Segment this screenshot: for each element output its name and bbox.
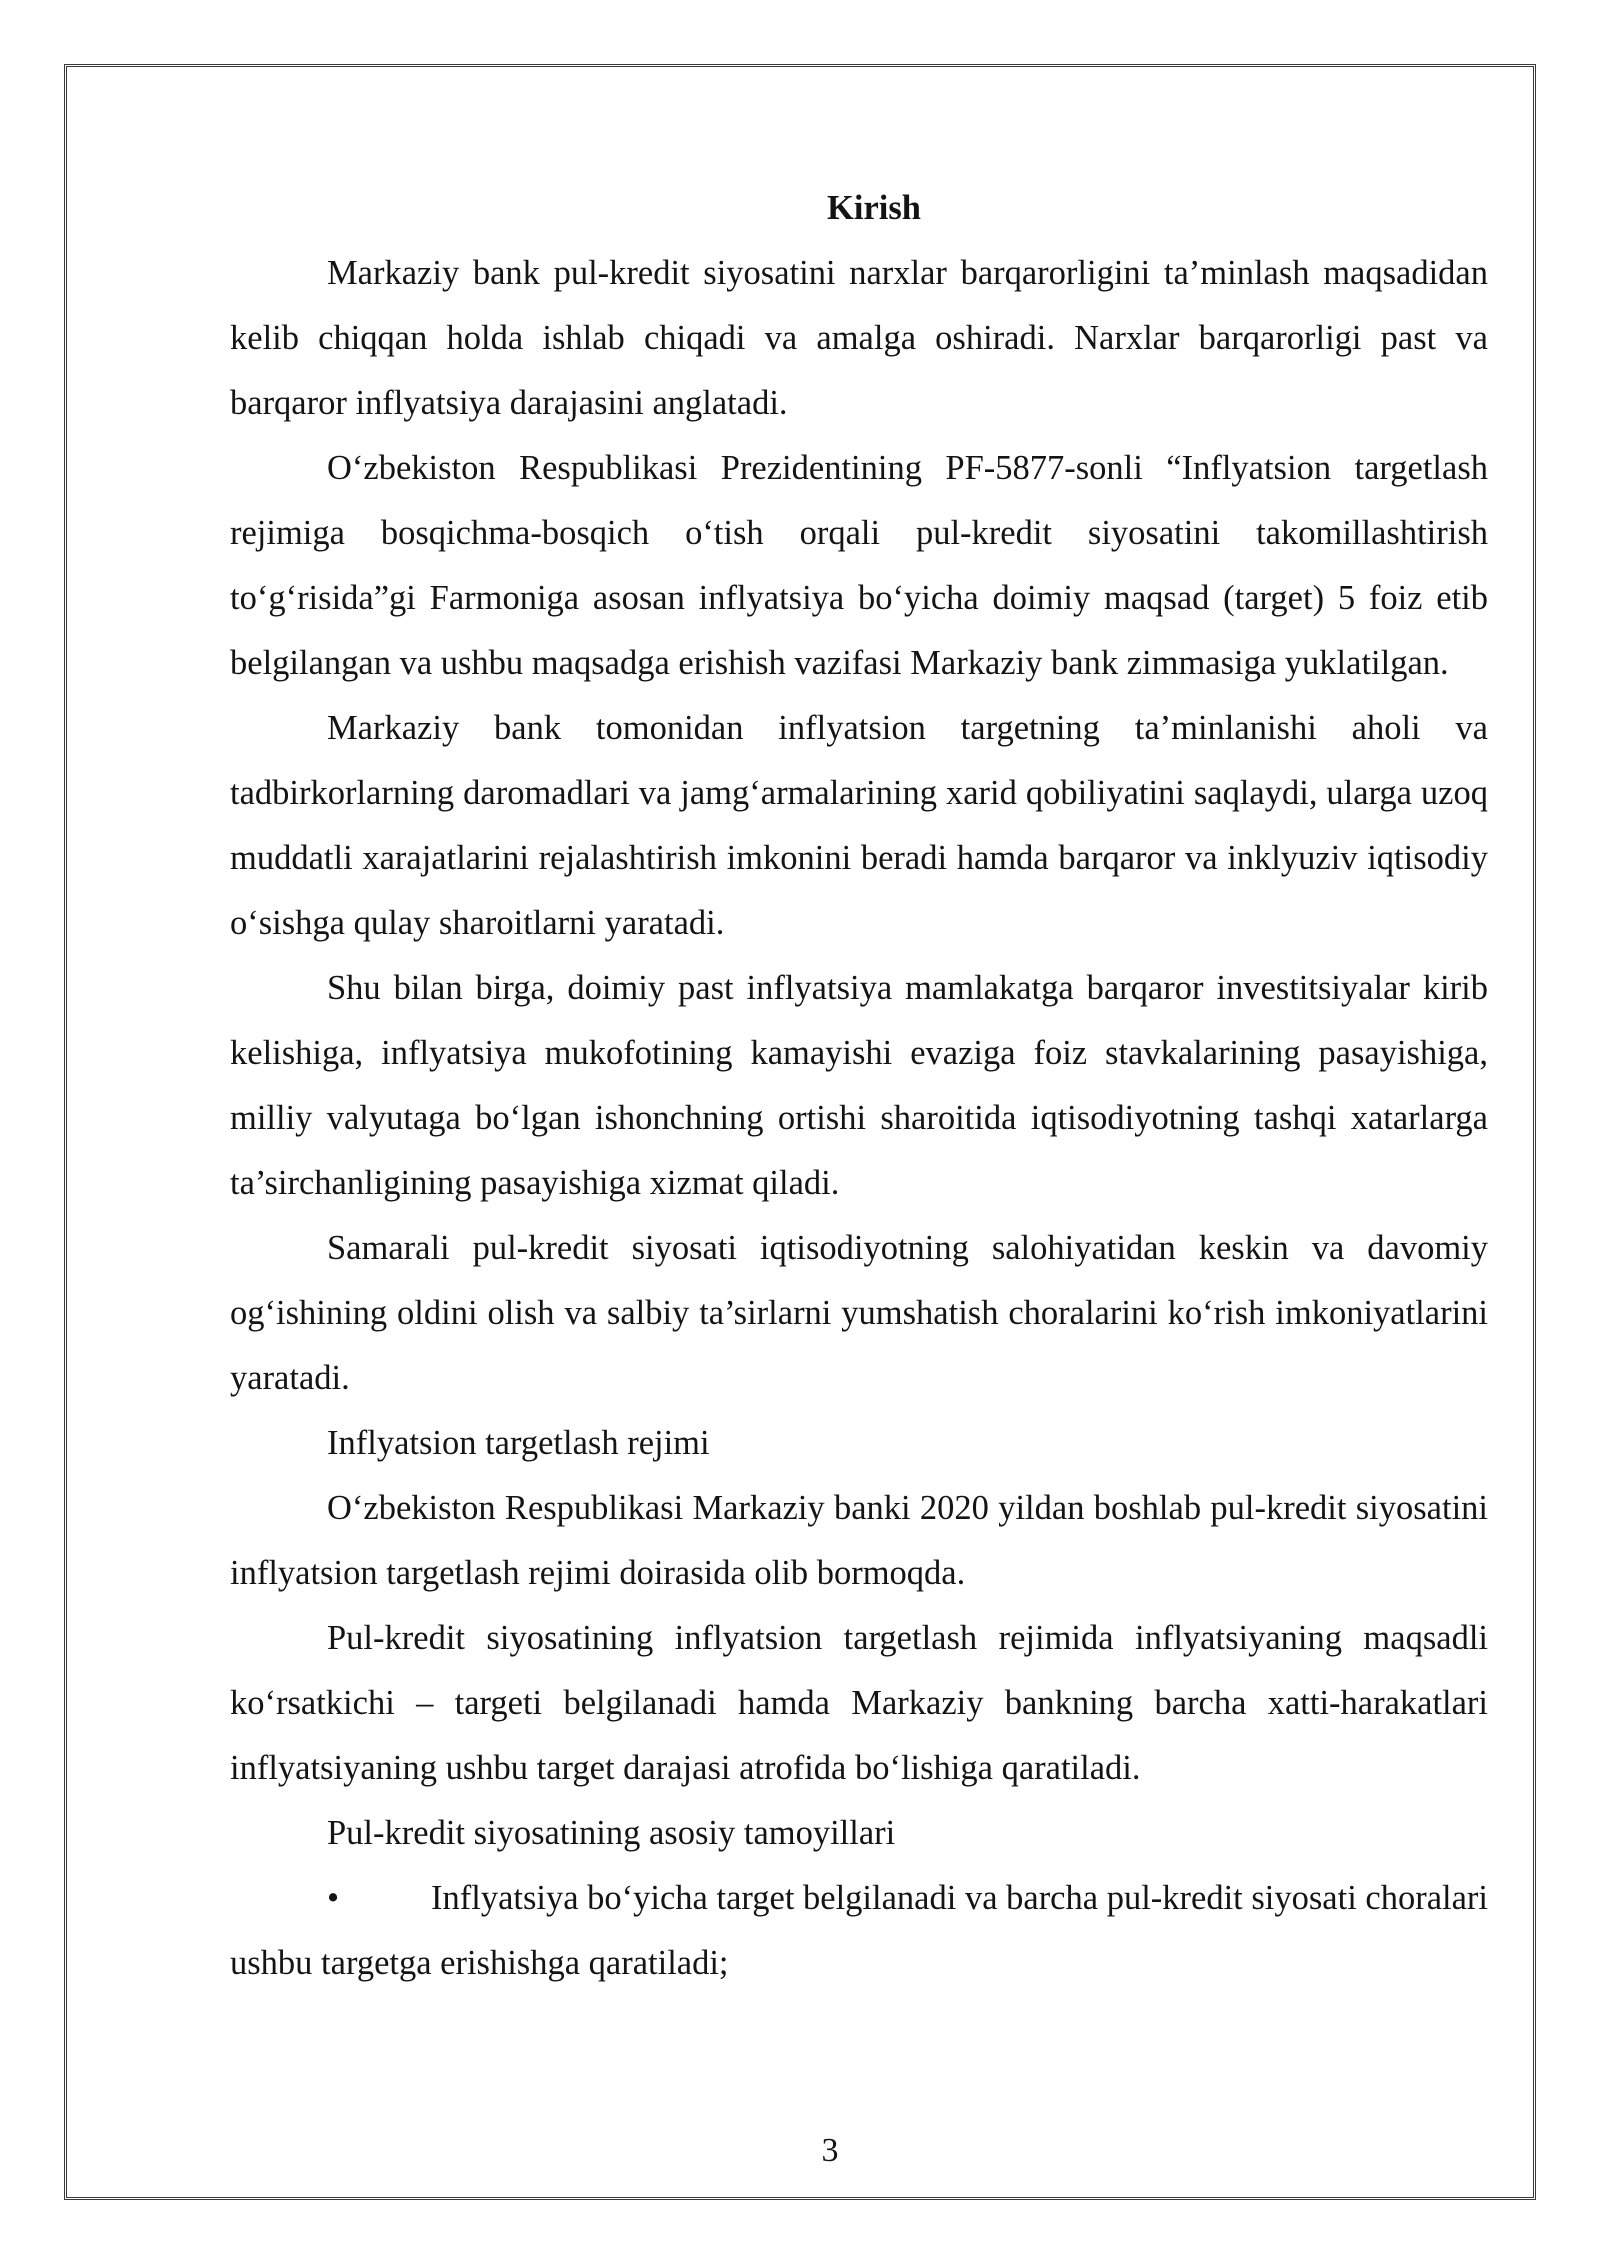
paragraph-2: O‘zbekiston Respublikasi Prezidentining PF-5877-sonli “Inflyatsion targetlash rejimiga bosqichma-bosqich o‘tish orqali pul-kredit siyosatini takomillashtirish to‘g‘risida”gi Farmoniga asosan inflyatsiya bo‘yicha doimiy maqsad (target) 5 foiz etib belgilangan va ushbu maqsadga erishish vazifasi Markaziy bank zimmasiga yuklatilgan. — [230, 449, 1488, 682]
bullet-icon: • — [327, 1879, 340, 1917]
section-heading-inflation-targeting: Inflyatsion targetlash rejimi — [327, 1424, 710, 1462]
document-title: Kirish — [827, 189, 921, 227]
paragraph-1: Markaziy bank pul-kredit siyosatini narxlar barqarorligini ta’minlash maqsadidan kelib chiqqan holda ishlab chiqadi va amalga oshiradi. Narxlar barqarorligi past va barqaror inflyatsiya darajasini anglatadi. — [230, 254, 1488, 422]
document-body — [230, 176, 1488, 1996]
paragraph-3: Markaziy bank tomonidan inflyatsion targetning ta’minlanishi aholi va tadbirkorlarning daromadlari va jamg‘armalarining xarid qobiliyatini saqlaydi, ularga uzoq muddatli xarajatlarini rejalashtirish imkonini beradi hamda barqaror va inklyuziv iqtisodiy o‘sishga qulay sharoitlarni yaratadi. — [230, 709, 1488, 942]
list-item — [230, 1866, 1488, 1996]
section-heading-principles: Pul-kredit siyosatining asosiy tamoyillari — [327, 1814, 896, 1852]
paragraph-6: O‘zbekiston Respublikasi Markaziy banki 2020 yildan boshlab pul-kredit siyosatini inflyatsion targetlash rejimi doirasida olib bormoqda. — [230, 1489, 1488, 1592]
paragraph-5: Samarali pul-kredit siyosati iqtisodiyotning salohiyatidan keskin va davomiy og‘ishining oldini olish va salbiy ta’sirlarni yumshatish choralarini ko‘rish imkoniyatlarini yaratadi. — [230, 1229, 1488, 1397]
page-number: 3 — [821, 2132, 839, 2169]
paragraph-7: Pul-kredit siyosatining inflyatsion targetlash rejimida inflyatsiyaning maqsadli ko‘rsatkichi – targeti belgilanadi hamda Markaziy bankning barcha xatti-harakatlari inflyatsiyaning ushbu target darajasi atrofida bo‘lishiga qaratiladi. — [230, 1619, 1488, 1787]
paragraph-4: Shu bilan birga, doimiy past inflyatsiya mamlakatga barqaror investitsiyalar kirib kelishiga, inflyatsiya mukofotining kamayishi evaziga foiz stavkalarining pasayishiga, milliy valyutaga bo‘lgan ishonchning ortishi sharoitida iqtisodiyotning tashqi xatarlarga ta’sirchanligining pasayishiga xizmat qiladi. — [230, 969, 1488, 1202]
list-item-text: Inflyatsiya bo‘yicha target belgilanadi va barcha pul-kredit siyosati choralari ushbu targetga erishishga qaratiladi; — [230, 1879, 1488, 1982]
